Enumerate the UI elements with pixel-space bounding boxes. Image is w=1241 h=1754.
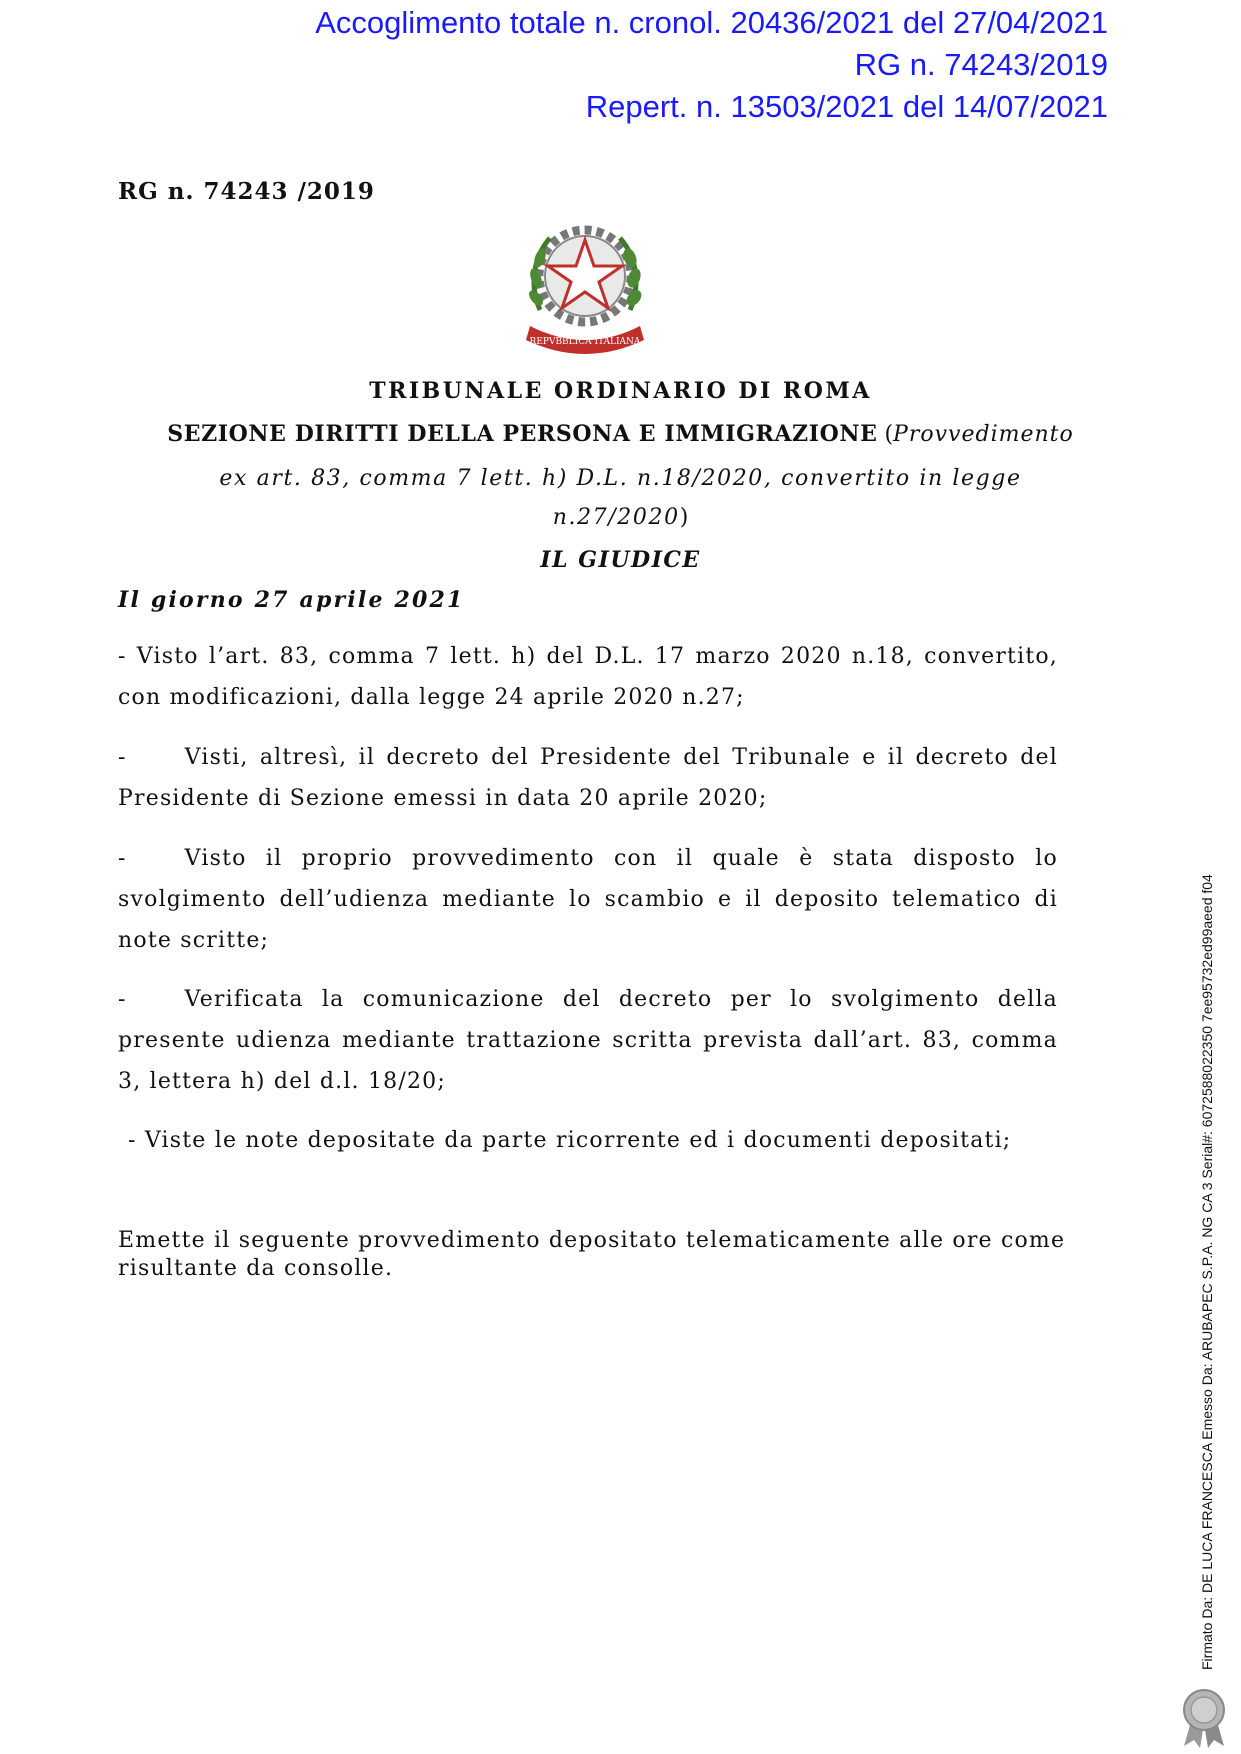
paragraph-viste-note: - Viste le note depositate da parte ricorrente ed i documenti depositati; <box>128 1128 1012 1153</box>
section-paren-close: ) <box>679 505 689 530</box>
filing-stamp <box>315 2 1108 128</box>
stamp-line-rg: RG n. 74243/2019 <box>854 47 1108 82</box>
paragraph-emette-provvedimento: Emette il seguente provvedimento depositato telematicamente alle ore come risultante da consolle. <box>118 1228 1066 1281</box>
section-note-start: Provvedimento <box>893 422 1074 447</box>
judge-heading: IL GIUDICE <box>540 547 701 573</box>
paragraph-visto-art-83: - Visto l’art. 83, comma 7 lett. h) del D.L. 17 marzo 2020 n.18, convertito, con modificazioni, dalla legge 24 aprile 2020 n.27; <box>118 644 1058 710</box>
paragraph-visti-decreti <box>118 737 1058 819</box>
court-title: TRIBUNALE ORDINARIO DI ROMA <box>369 378 872 404</box>
section-note-line2: ex art. 83, comma 7 lett. h) D.L. n.18/2020, convertito in legge <box>219 466 1022 491</box>
digital-signature-text: Firmato Da: DE LUCA FRANCESCA Emesso Da: ARUBAPEC S.P.A. NG CA 3 Serial#: 6072588022350 7ee95732ed99aeed f04 <box>1199 874 1215 1670</box>
case-number: RG n. 74243 /2019 <box>118 178 375 205</box>
section-title <box>0 421 1241 447</box>
stamp-line-decision: Accoglimento totale n. cronol. 20436/2021 del 27/04/2021 <box>315 5 1108 40</box>
repubblica-italiana-emblem-icon <box>522 218 648 360</box>
section-name: SEZIONE DIRITTI DELLA PERSONA E IMMIGRAZIONE <box>167 421 878 447</box>
paragraph-text: Visto il proprio provvedimento con il quale è stata disposto lo svolgimento dell’udienza mediante lo scambio e il deposito telematico di note scritte; <box>118 846 1058 953</box>
paragraph-text: Visti, altresì, il decreto del Presidente del Tribunale e il decreto del Presidente di Sezione emessi in data 20 aprile 2020; <box>118 745 1058 811</box>
paragraph-verificata-comunicazione <box>118 979 1058 1102</box>
paragraph-visto-provvedimento <box>118 838 1058 961</box>
bullet-dash: - <box>118 745 127 770</box>
certificate-seal-icon <box>1178 1688 1230 1748</box>
section-note-line3 <box>0 505 1241 530</box>
date-line: Il giorno 27 aprile 2021 <box>118 587 465 613</box>
emblem-ribbon-text: REPVBBLICA ITALIANA <box>529 337 641 347</box>
bullet-dash: - <box>118 846 127 871</box>
section-law-number: n.27/2020 <box>552 505 680 530</box>
stamp-line-repert: Repert. n. 13503/2021 del 14/07/2021 <box>585 89 1108 124</box>
section-paren-open: ( <box>877 422 894 447</box>
bullet-dash: - <box>118 987 127 1012</box>
paragraph-text: Verificata la comunicazione del decreto per lo svolgimento della presente udienza mediante trattazione scritta prevista dall’art. 83, comma 3, lettera h) del d.l. 18/20; <box>118 987 1058 1094</box>
